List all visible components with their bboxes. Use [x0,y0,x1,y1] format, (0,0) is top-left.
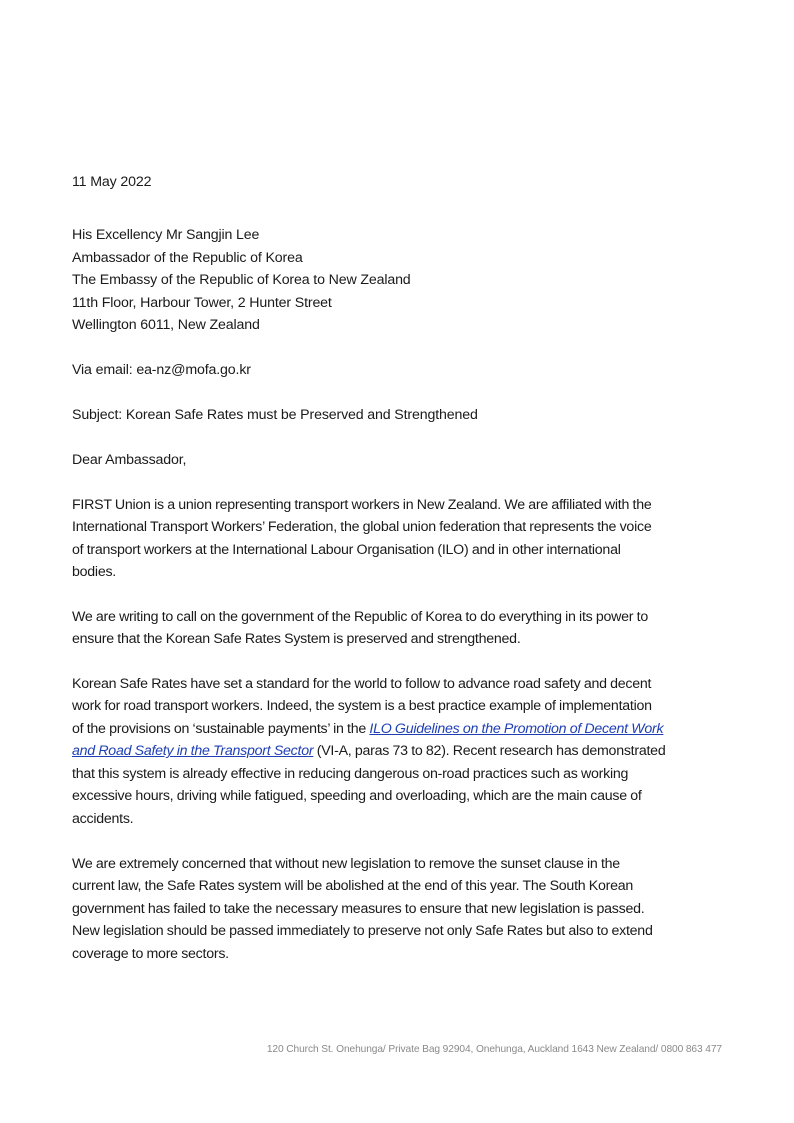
ilo-guidelines-link[interactable]: ILO Guidelines on the Promotion of Decent Work [369,720,664,737]
paragraph-line: coverage to more sectors. [72,945,229,962]
recipient-street: 11th Floor, Harbour Tower, 2 Hunter Street [72,294,332,311]
paragraph-line: accidents. [72,810,134,827]
paragraph-line: of transport workers at the International Labour Organisation (ILO) and in other international [72,541,621,558]
paragraph-line: ensure that the Korean Safe Rates System is preserved and strengthened. [72,631,521,648]
paragraph-line [72,718,720,740]
letterhead-footer-address: 120 Church St. Onehunga/ Private Bag 92904, Onehunga, Auckland 1643 New Zealand/ 0800 863 477 [266,1044,722,1055]
paragraph-line: current law, the Safe Rates system will be abolished at the end of this year. The South Korean [72,878,634,895]
letter-date: 11 May 2022 [72,174,152,190]
paragraph-line: bodies. [72,564,116,581]
salutation: Dear Ambassador, [72,452,187,468]
paragraph-line: excessive hours, driving while fatigued, speeding and overloading, which are the main cause of [72,788,642,805]
recipient-organization: The Embassy of the Republic of Korea to New Zealand [72,272,411,288]
paragraph-line: We are extremely concerned that without new legislation to remove the sunset clause in the [72,856,620,872]
paragraph-line: work for road transport workers. Indeed, the system is a best practice example of implementation [72,698,652,715]
paragraph-request [72,606,720,651]
paragraph-line [72,740,720,762]
recipient-city: Wellington 6011, New Zealand [72,317,260,333]
recipient-name: His Excellency Mr Sangjin Lee [72,227,260,243]
paragraph-text: of the provisions on ‘sustainable payments’ in the [72,720,370,737]
paragraph-line: We are writing to call on the government of the Republic of Korea to do everything in its power to [72,609,648,625]
paragraph-affiliation [72,494,720,584]
paragraph-line: International Transport Workers’ Federation, the global union federation that represents the voice [72,519,652,536]
paragraph-line: New legislation should be passed immediately to preserve not only Safe Rates but also to extend [72,923,653,940]
recipient-title: Ambassador of the Republic of Korea [72,249,303,266]
paragraph-text: (VI-A, paras 73 to 82). Recent research has demonstrated [313,743,666,760]
subject-line: Subject: Korean Safe Rates must be Preserved and Strengthened [72,407,478,423]
paragraph-line: FIRST Union is a union representing transport workers in New Zealand. We are affiliated with the [72,497,652,513]
paragraph-line: that this system is already effective in reducing dangerous on-road practices such as working [72,765,629,782]
paragraph-line: Korean Safe Rates have set a standard for the world to follow to advance road safety and decent [72,676,652,692]
paragraph-line: government has failed to take the necessary measures to ensure that new legislation is passed. [72,900,645,917]
paragraph-safe-rates-standard [72,673,720,830]
ilo-guidelines-link-continued[interactable]: and Road Safety in the Transport Sector [72,743,314,760]
paragraph-concern [72,853,720,965]
via-email-line: Via email: ea-nz@mofa.go.kr [72,362,251,378]
